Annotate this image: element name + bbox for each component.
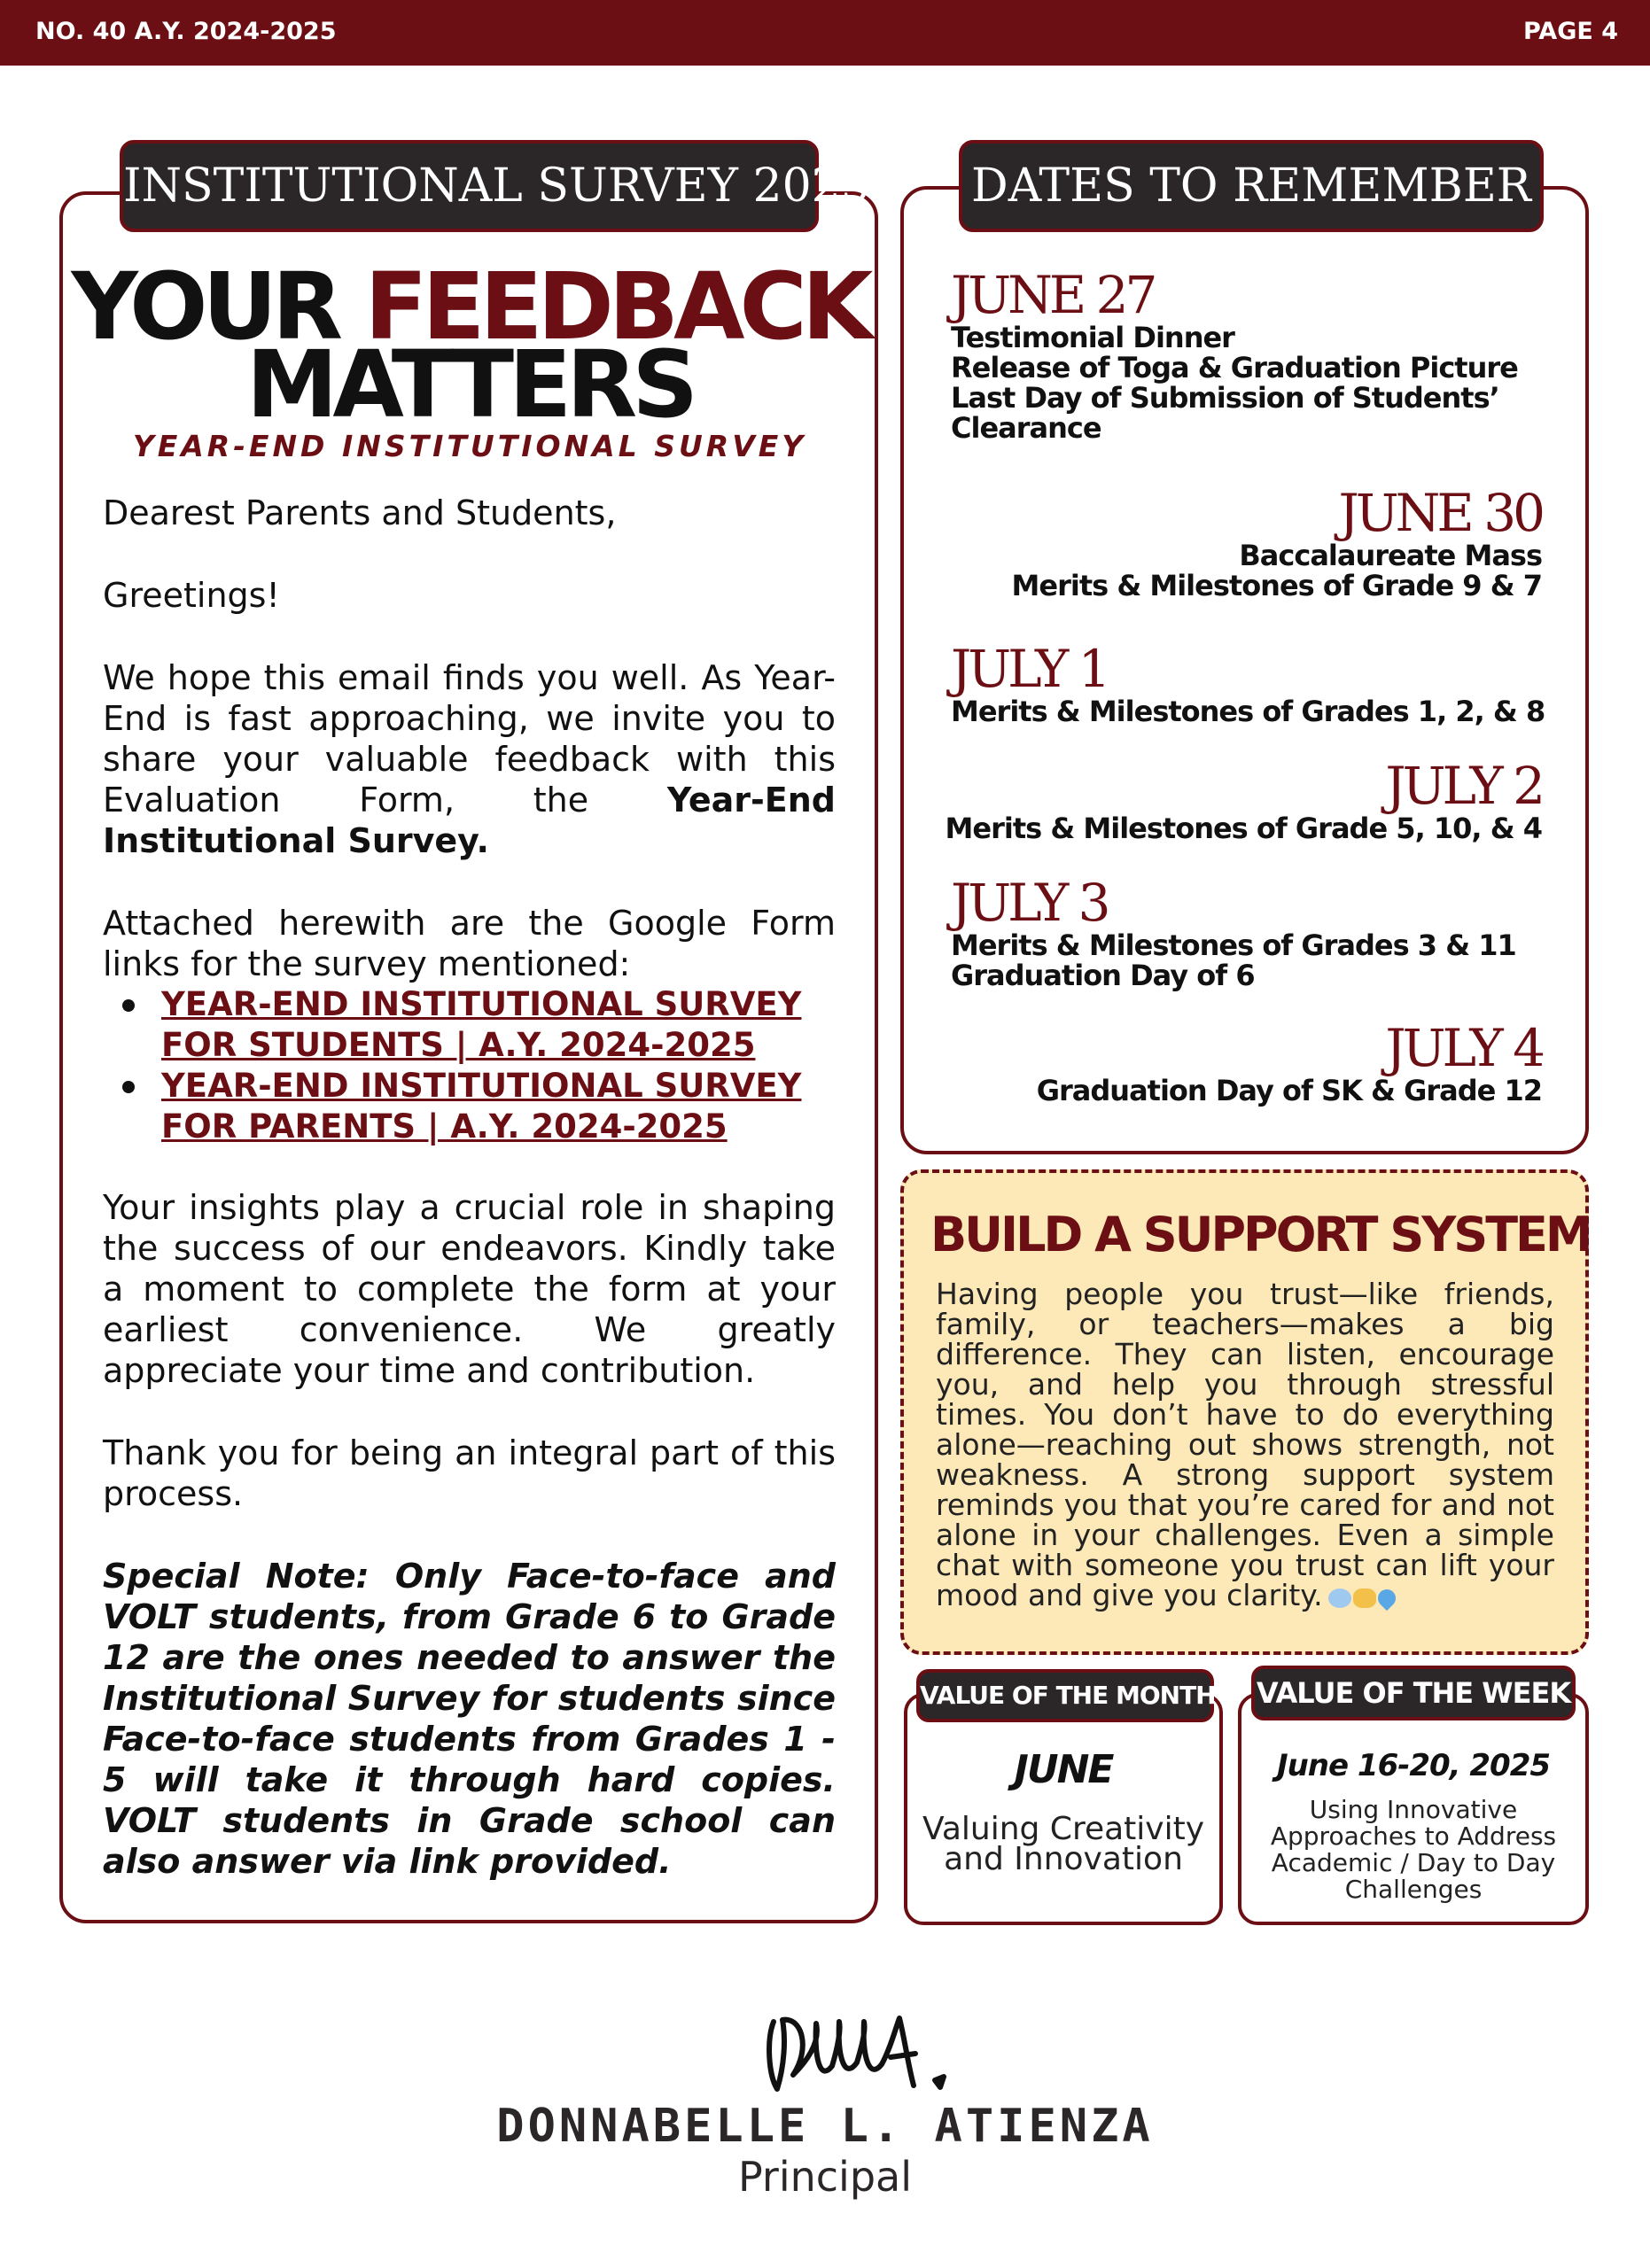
- signatory-name: DONNABELLE L. ATIENZA: [496, 2100, 1154, 2153]
- date-item: [922, 758, 1542, 843]
- value-of-week-tag: VALUE OF THE WEEK: [1251, 1666, 1576, 1720]
- header-bar: [0, 0, 1650, 66]
- value-of-month-card: [904, 1693, 1223, 1925]
- headline-matters: MATTERS: [245, 330, 694, 439]
- signatory-role: Principal: [737, 2153, 913, 2201]
- date-title: JUNE 27: [951, 265, 1155, 325]
- speech-bubble-icon: [1328, 1588, 1351, 1608]
- date-title: JUNE 30: [1338, 483, 1542, 543]
- list-item: [103, 1066, 836, 1147]
- students-survey-link[interactable]: YEAR-END INSTITUTIONAL SURVEY FOR STUDENTS | A.Y. 2024-2025: [161, 985, 802, 1064]
- support-text: [936, 1279, 1554, 1612]
- insights-paragraph: Your insights play a crucial role in shaping the success of our endeavors. Kindly take a moment to complete the form at your earliest convenience. We greatly appreciate your time and contribution.: [103, 1188, 836, 1390]
- emoji-row: [1328, 1582, 1397, 1612]
- value-week-dates: June 16-20, 2025: [1276, 1748, 1551, 1783]
- support-title: BUILD A SUPPORT SYSTEM: [930, 1207, 1591, 1262]
- date-item: [951, 265, 1571, 445]
- date-event: Testimonial Dinner: [951, 321, 1234, 354]
- page-number: PAGE 4: [1523, 18, 1618, 45]
- handshake-icon: [1353, 1588, 1376, 1608]
- headline-feedback: FEEDBACK: [364, 252, 868, 361]
- issue-number: NO. 40 A.Y. 2024-2025: [35, 18, 337, 45]
- value-month-name: JUNE: [1014, 1747, 1113, 1792]
- blue-heart-icon: [1374, 1586, 1398, 1611]
- parents-survey-link[interactable]: YEAR-END INSTITUTIONAL SURVEY FOR PARENTS | A.Y. 2024-2025: [161, 1067, 802, 1146]
- date-title: JULY 4: [1385, 1018, 1542, 1078]
- date-event: Merits & Milestones of Grade 9 & 7: [1011, 569, 1542, 602]
- dates-tag: DATES TO REMEMBER: [959, 140, 1544, 232]
- date-title: JULY 2: [1385, 756, 1542, 816]
- date-item: [922, 1018, 1542, 1107]
- date-title: JULY 3: [951, 873, 1108, 933]
- intro-bold-text: Year-End Institutional Survey.: [103, 781, 836, 860]
- date-event: Graduation Day of SK & Grade 12: [1036, 1074, 1542, 1107]
- greetings: Greetings!: [103, 576, 280, 615]
- date-item: [951, 641, 1571, 726]
- support-body: Having people you trust—like friends, family, or teachers—makes a big difference. They can listen, encourage you, and help you through stressful times. You don’t have to do everything alone—reaching out shows strength, not weakness. A strong support system reminds you that you’re cared for and not alone in your challenges. Even a simple chat with someone you trust can lift your mood and give you clarity.: [936, 1277, 1554, 1612]
- intro-text: We hope this email finds you well. As Year-End is fast approaching, we invite you to share your valuable feedback with this Evaluation Form, the: [103, 658, 836, 819]
- date-event: Release of Toga & Graduation Picture: [951, 351, 1518, 384]
- value-week-text: Using Innovative Approaches to Address Academic / Day to Day Challenges: [1270, 1795, 1557, 1904]
- date-event: Merits & Milestones of Grades 3 & 11: [951, 928, 1516, 962]
- date-event: Graduation Day of 6: [951, 959, 1255, 992]
- survey-tag: INSTITUTIONAL SURVEY 2025: [120, 140, 819, 232]
- headline-your: YOUR: [71, 252, 339, 361]
- date-event: Merits & Milestones of Grades 1, 2, & 8: [951, 695, 1545, 728]
- links-intro-paragraph: Attached herewith are the Google Form links for the survey mentioned:: [103, 904, 836, 983]
- special-note: Special Note: Only Face-to-face and VOLT students, from Grade 6 to Grade 12 are the ones needed to answer the Institutional Survey for students since Face-to-face students from Grades 1 - 5 will take it through hard copies. VOLT students in Grade school can also answer via link provided.: [103, 1557, 836, 1881]
- signature-image: [758, 2004, 970, 2101]
- date-event: Clearance: [951, 411, 1101, 445]
- date-item: [922, 485, 1542, 601]
- salutation: Dearest Parents and Students,: [103, 493, 617, 532]
- date-item: [951, 875, 1571, 990]
- list-item: [103, 984, 836, 1066]
- subheadline: YEAR-END INSTITUTIONAL SURVEY: [132, 429, 807, 463]
- value-of-month-tag: VALUE OF THE MONTH: [916, 1669, 1214, 1722]
- date-title: JULY 1: [951, 639, 1108, 699]
- date-event: Baccalaureate Mass: [1239, 539, 1542, 572]
- date-event: Merits & Milestones of Grade 5, 10, & 4: [945, 812, 1542, 845]
- survey-links-list: [103, 984, 836, 1147]
- intro-paragraph: [103, 657, 836, 861]
- value-month-text: Valuing Creativity and Innovation: [922, 1811, 1205, 1877]
- date-event: Last Day of Submission of Students’: [951, 381, 1499, 415]
- thanks-paragraph: Thank you for being an integral part of this process.: [103, 1433, 836, 1513]
